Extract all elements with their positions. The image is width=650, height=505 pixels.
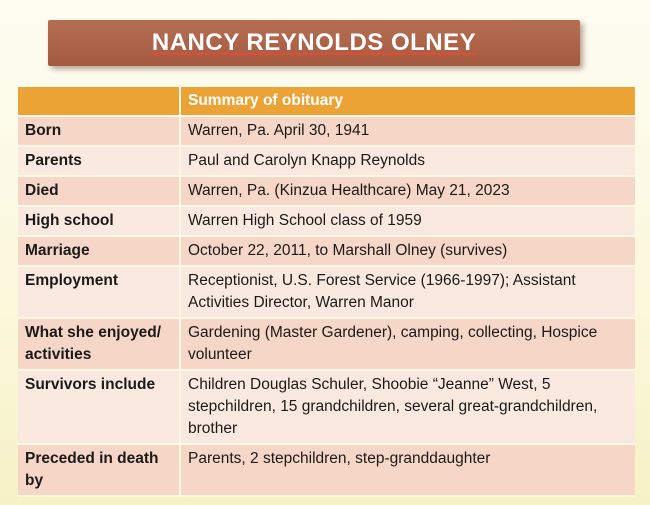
row-value: Paul and Carolyn Knapp Reynolds [180, 146, 635, 176]
row-label: Born [18, 116, 180, 146]
row-label: Preceded in death by [18, 444, 180, 496]
table-row [18, 444, 635, 496]
page-title: NANCY REYNOLDS OLNEY [151, 29, 477, 56]
table-row [18, 176, 635, 206]
header-cell-label [18, 87, 180, 116]
table-row [18, 206, 635, 236]
row-label: Parents [18, 146, 180, 176]
row-value: October 22, 2011, to Marshall Olney (survives) [180, 236, 635, 266]
row-label: Employment [18, 266, 180, 318]
obituary-table [18, 87, 635, 497]
row-value: Warren, Pa. (Kinzua Healthcare) May 21, 2023 [180, 176, 635, 206]
table-row [18, 146, 635, 176]
table-row [18, 266, 635, 318]
row-label: High school [18, 206, 180, 236]
table-row [18, 236, 635, 266]
row-label: Survivors include [18, 370, 180, 444]
row-label: Marriage [18, 236, 180, 266]
row-label: Died [18, 176, 180, 206]
row-label: What she enjoyed/ activities [18, 318, 180, 370]
table-row [18, 370, 635, 444]
row-value: Receptionist, U.S. Forest Service (1966-1997); Assistant Activities Director, Warren Manor [180, 266, 635, 318]
row-value: Gardening (Master Gardener), camping, collecting, Hospice volunteer [180, 318, 635, 370]
row-value: Parents, 2 stepchildren, step-granddaughter [180, 444, 635, 496]
table-header-row [18, 87, 635, 116]
title-banner [48, 20, 580, 66]
header-cell-summary: Summary of obituary [180, 87, 635, 116]
row-value: Warren High School class of 1959 [180, 206, 635, 236]
row-value: Children Douglas Schuler, Shoobie “Jeanne” West, 5 stepchildren, 15 grandchildren, several great-grandchildren, brother [180, 370, 635, 444]
row-value: Warren, Pa. April 30, 1941 [180, 116, 635, 146]
table-row [18, 318, 635, 370]
table-row [18, 116, 635, 146]
